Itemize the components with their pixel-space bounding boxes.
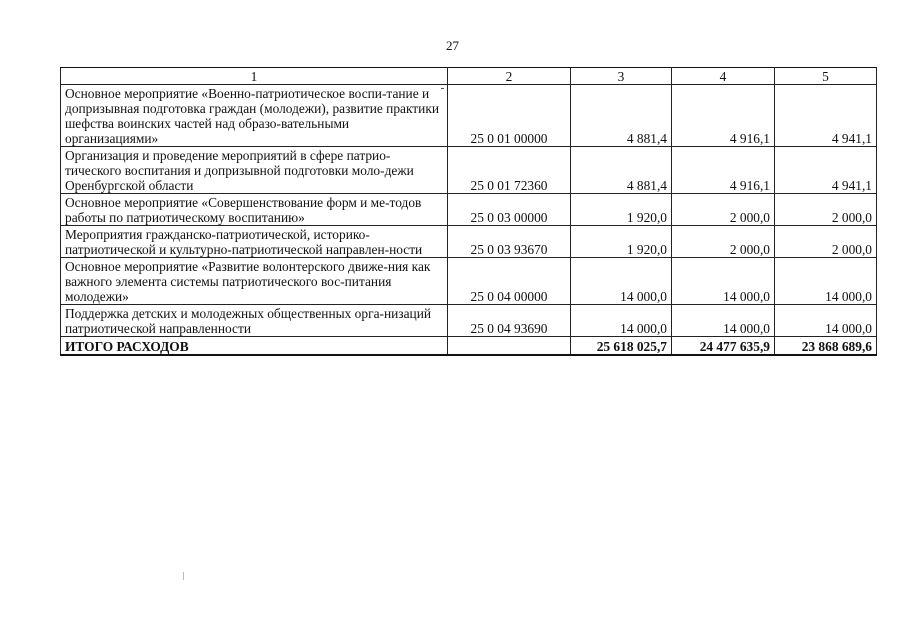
scan-speck bbox=[183, 572, 184, 580]
page-number: 27 bbox=[446, 38, 459, 53]
row-value-cell: 14 000,0 bbox=[775, 258, 877, 305]
budget-table bbox=[60, 67, 877, 356]
row-value-cell: 1 920,0 bbox=[571, 194, 672, 226]
row-name-cell: Организация и проведение мероприятий в сфере патрио-тического воспитания и допризывной подготовки моло-дежи Оренбургской области bbox=[61, 147, 448, 194]
total-value-cell: 24 477 635,9 bbox=[672, 337, 775, 356]
total-label: ИТОГО РАСХОДОВ bbox=[61, 337, 448, 356]
column-header-1: 1 bbox=[61, 68, 448, 85]
row-value-cell: 2 000,0 bbox=[775, 194, 877, 226]
column-header-5: 5 bbox=[775, 68, 877, 85]
row-value-cell: 14 000,0 bbox=[775, 305, 877, 337]
row-value-cell: 2 000,0 bbox=[775, 226, 877, 258]
row-value-cell: 14 000,0 bbox=[672, 305, 775, 337]
row-value-cell: 14 000,0 bbox=[571, 305, 672, 337]
row-value-cell: 14 000,0 bbox=[571, 258, 672, 305]
scan-speck bbox=[441, 88, 444, 89]
row-code-cell: 25 0 01 00000 bbox=[448, 85, 571, 147]
table-row bbox=[61, 85, 877, 147]
row-value-cell: 14 000,0 bbox=[672, 258, 775, 305]
row-name-cell: Мероприятия гражданско-патриотической, историко-патриотической и культурно-патриотической направлен-ности bbox=[61, 226, 448, 258]
row-code-cell: 25 0 03 93670 bbox=[448, 226, 571, 258]
total-value-cell: 25 618 025,7 bbox=[571, 337, 672, 356]
column-header-3: 3 bbox=[571, 68, 672, 85]
total-row bbox=[61, 337, 877, 356]
row-value-cell: 2 000,0 bbox=[672, 194, 775, 226]
row-code-cell: 25 0 04 00000 bbox=[448, 258, 571, 305]
row-name-cell: Основное мероприятие «Военно-патриотическое воспи-тание и допризывная подготовка граждан (молодежи), развитие практики шефства воинских частей над образо-вательными организациями» bbox=[61, 85, 448, 147]
row-name-cell: Основное мероприятие «Развитие волонтерского движе-ния как важного элемента системы патриотического вос-питания молодежи» bbox=[61, 258, 448, 305]
total-value-cell: 23 868 689,6 bbox=[775, 337, 877, 356]
row-name-cell: Основное мероприятие «Совершенствование форм и ме-тодов работы по патриотическому воспитанию» bbox=[61, 194, 448, 226]
table-row bbox=[61, 194, 877, 226]
row-value-cell: 4 881,4 bbox=[571, 147, 672, 194]
row-value-cell: 4 916,1 bbox=[672, 147, 775, 194]
row-value-cell: 4 941,1 bbox=[775, 147, 877, 194]
total-code-cell bbox=[448, 337, 571, 356]
row-code-cell: 25 0 04 93690 bbox=[448, 305, 571, 337]
table-row bbox=[61, 226, 877, 258]
row-value-cell: 2 000,0 bbox=[672, 226, 775, 258]
row-name-cell: Поддержка детских и молодежных общественных орга-низаций патриотической направленности bbox=[61, 305, 448, 337]
row-value-cell: 4 916,1 bbox=[672, 85, 775, 147]
table-header-row bbox=[61, 68, 877, 85]
table-row bbox=[61, 305, 877, 337]
row-code-cell: 25 0 01 72360 bbox=[448, 147, 571, 194]
row-value-cell: 4 941,1 bbox=[775, 85, 877, 147]
table-row bbox=[61, 258, 877, 305]
row-value-cell: 1 920,0 bbox=[571, 226, 672, 258]
row-code-cell: 25 0 03 00000 bbox=[448, 194, 571, 226]
column-header-2: 2 bbox=[448, 68, 571, 85]
row-value-cell: 4 881,4 bbox=[571, 85, 672, 147]
table-row bbox=[61, 147, 877, 194]
column-header-4: 4 bbox=[672, 68, 775, 85]
